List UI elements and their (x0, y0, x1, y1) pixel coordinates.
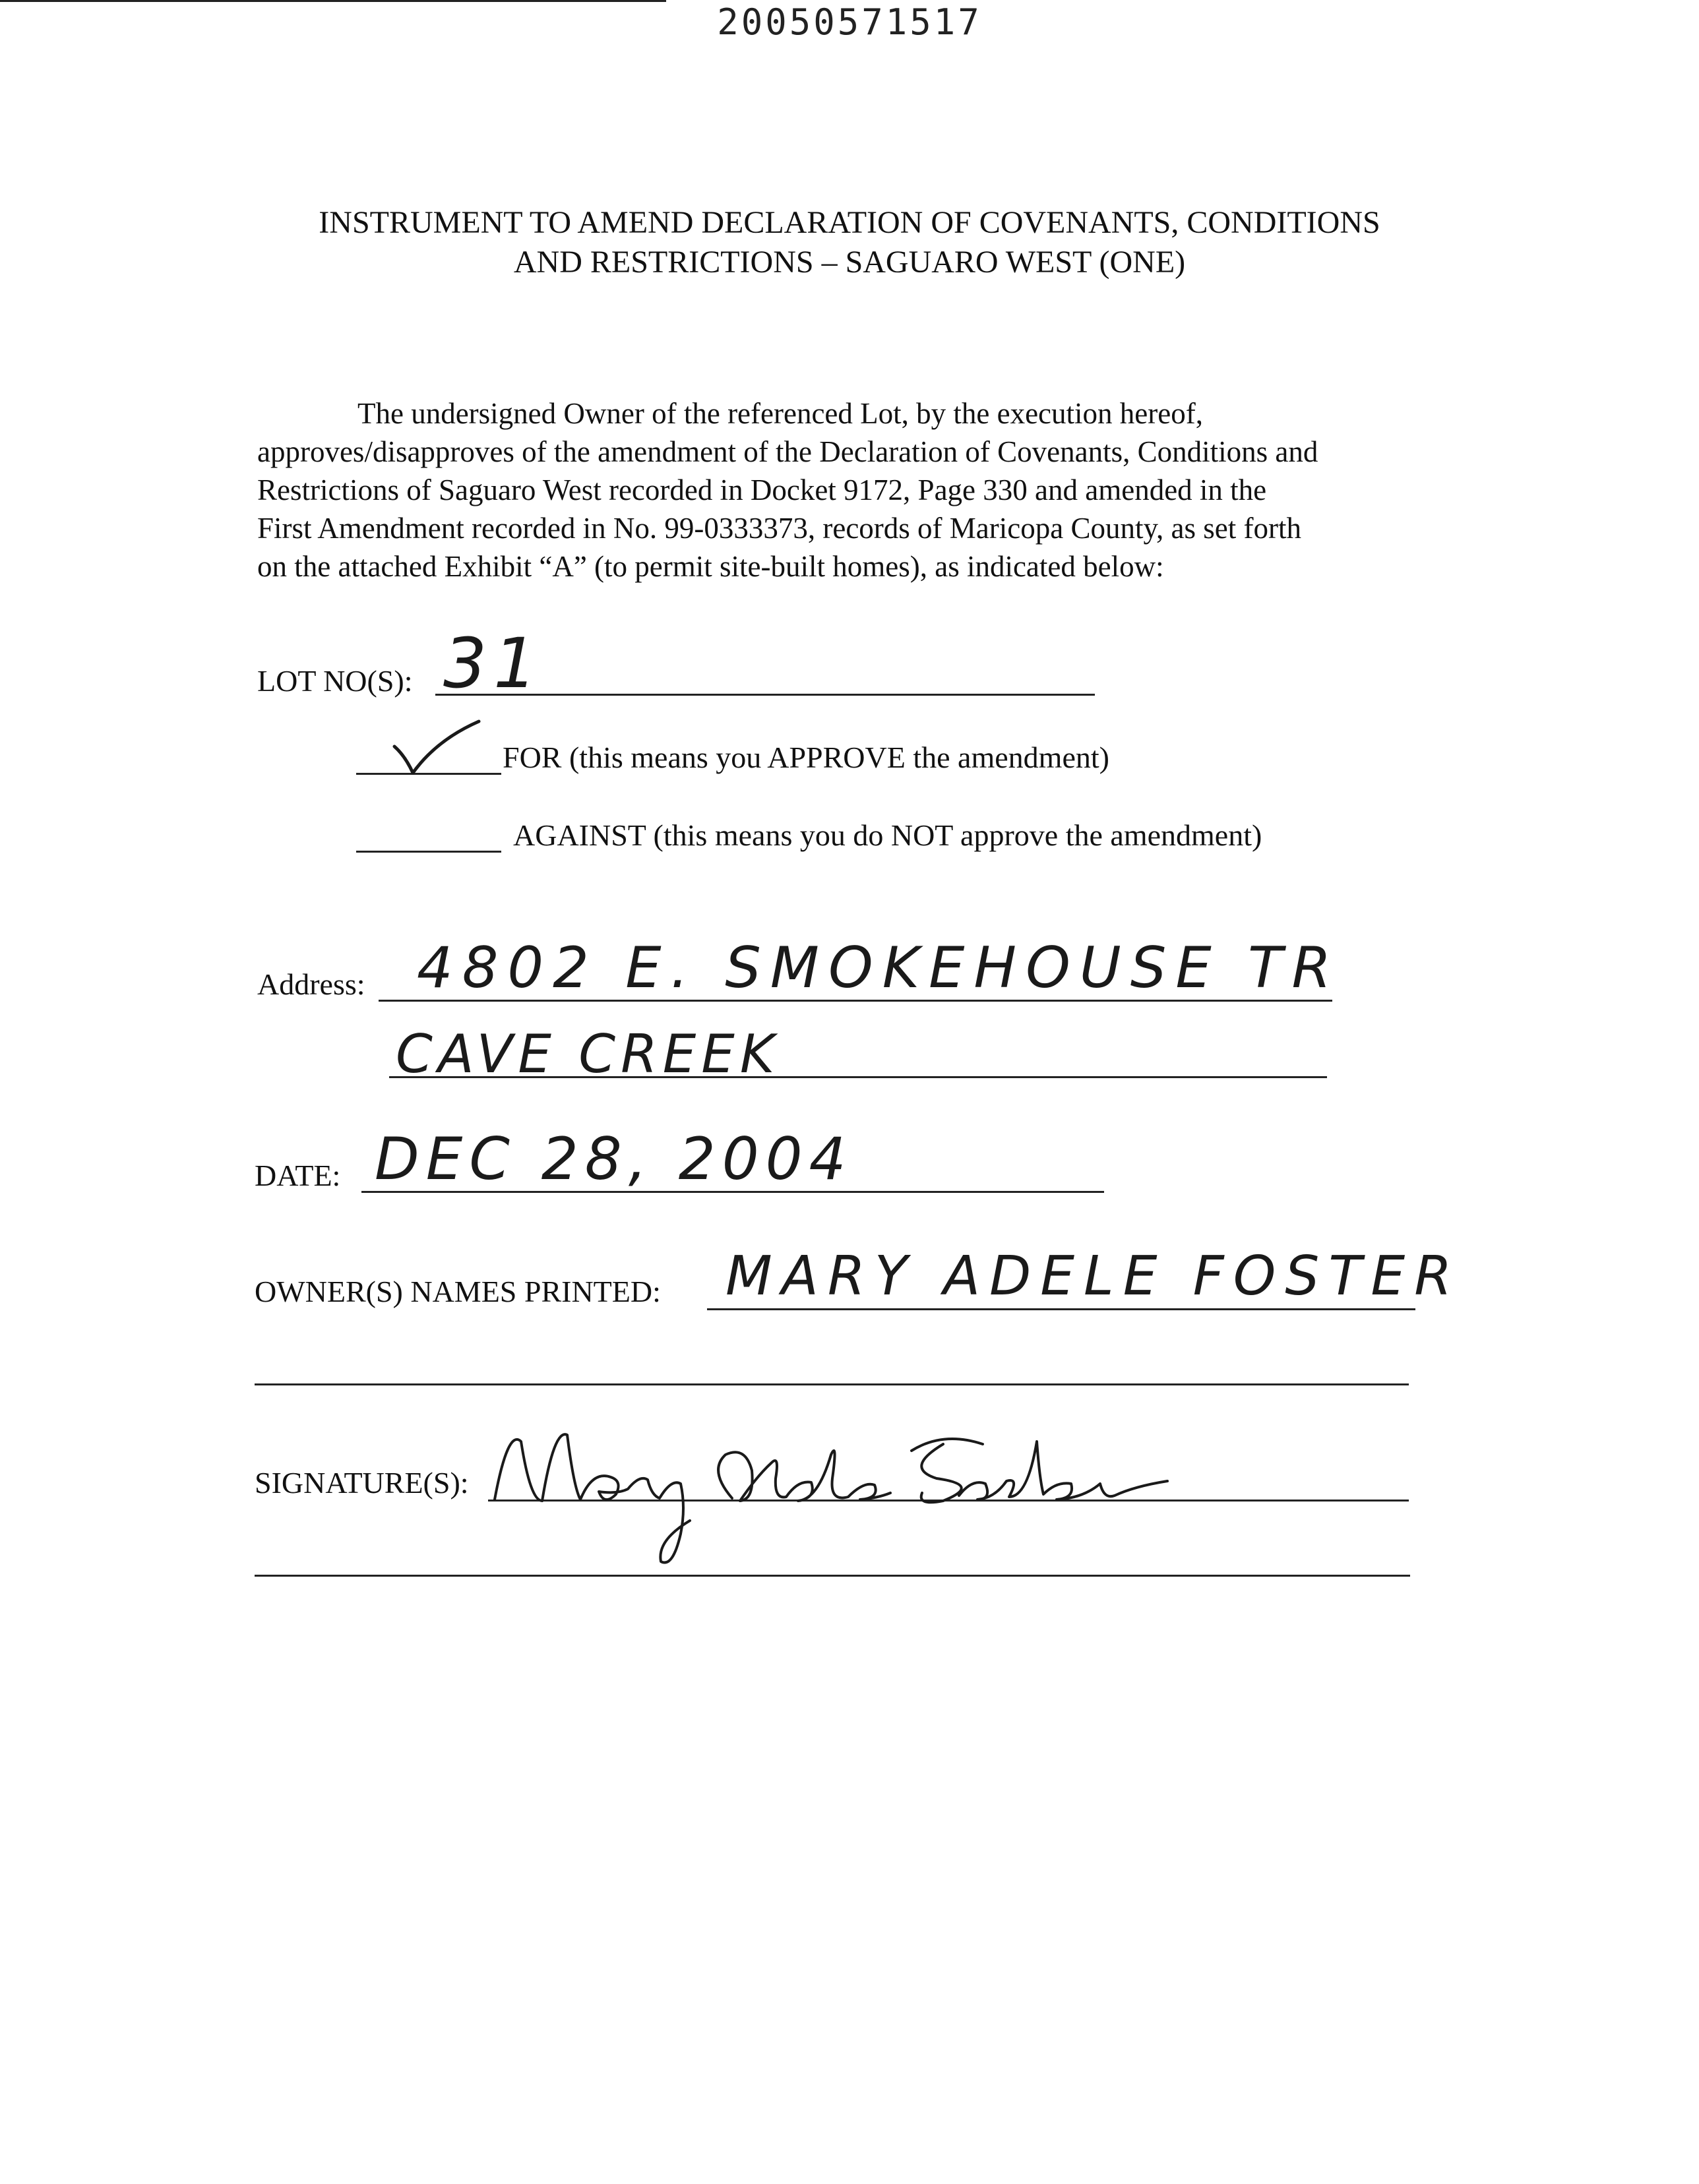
owner-fill-line-2 (255, 1383, 1409, 1385)
owner-names-handwritten: MARY ADELE FOSTER (726, 1245, 1462, 1308)
lot-value-handwritten: 31 (443, 623, 544, 704)
signature-label: SIGNATURE(S): (255, 1466, 469, 1500)
intro-line: The undersigned Owner of the referenced Lot, by the execution hereof, (357, 397, 1203, 430)
intro-line: approves/disapproves of the amendment of the Declaration of Covenants, Conditions and (257, 435, 1318, 468)
address-label: Address: (257, 967, 365, 1001)
checkmark-icon (390, 717, 483, 778)
against-fill-line (356, 851, 501, 853)
address-line-1-handwritten: 4802 E. SMOKEHOUSE TR (417, 935, 1341, 1001)
recording-number: 20050571517 (717, 1, 982, 43)
intro-line: First Amendment recorded in No. 99-0333373, records of Maricopa County, as set forth (257, 512, 1301, 545)
owner-fill-line-1 (707, 1308, 1415, 1310)
intro-paragraph (257, 394, 1477, 586)
title-line-1: INSTRUMENT TO AMEND DECLARATION OF COVENANTS, CONDITIONS (319, 205, 1380, 240)
lot-label: LOT NO(S): (257, 664, 413, 698)
signature-fill-line-2 (255, 1575, 1410, 1577)
address-line-2-handwritten: CAVE CREEK (396, 1023, 780, 1085)
for-option-label: FOR (this means you APPROVE the amendment) (503, 741, 1109, 774)
document-title (0, 203, 1699, 282)
intro-line: Restrictions of Saguaro West recorded in Docket 9172, Page 330 and amended in the (257, 473, 1267, 506)
intro-line: on the attached Exhibit “A” (to permit site-built homes), as indicated below: (257, 550, 1164, 583)
signature-image (481, 1415, 1187, 1573)
title-line-2: AND RESTRICTIONS – SAGUARO WEST (ONE) (513, 245, 1186, 280)
against-option-label: AGAINST (this means you do NOT approve the amendment) (513, 818, 1262, 852)
date-label: DATE: (255, 1159, 341, 1192)
owner-names-label: OWNER(S) NAMES PRINTED: (255, 1275, 661, 1308)
date-handwritten: DEC 28, 2004 (375, 1125, 853, 1193)
